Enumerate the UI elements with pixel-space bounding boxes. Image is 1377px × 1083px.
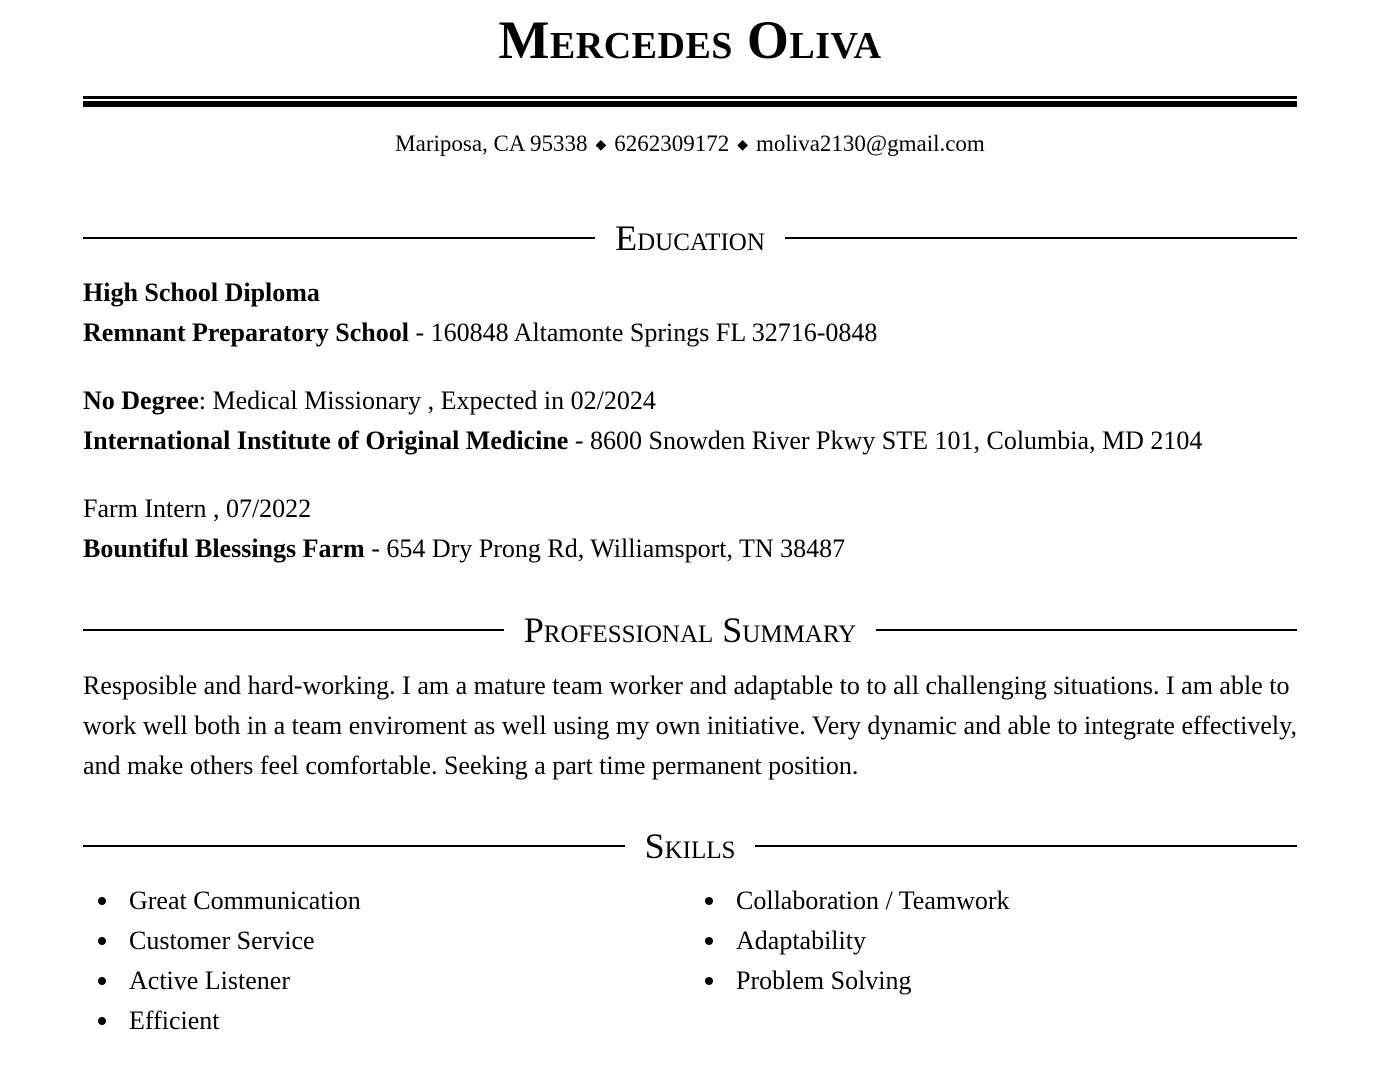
skill-label: Collaboration / Teamwork bbox=[736, 886, 1010, 915]
skill-label: Problem Solving bbox=[736, 966, 912, 995]
education-degree bbox=[83, 273, 1297, 313]
education-title: Education bbox=[615, 218, 765, 258]
bullet-icon bbox=[98, 937, 106, 945]
skill-label: Adaptability bbox=[736, 926, 866, 955]
header-rule bbox=[83, 96, 1297, 108]
bullet-icon bbox=[705, 937, 713, 945]
skill-label: Customer Service bbox=[129, 926, 315, 955]
education-degree bbox=[83, 489, 1297, 529]
header-rule-thick bbox=[83, 101, 1297, 107]
skill-item bbox=[690, 921, 1297, 961]
candidate-name: Mercedes Oliva bbox=[498, 10, 882, 70]
school-address: - 160848 Altamonte Springs FL 32716-0848 bbox=[408, 318, 878, 347]
school-address: - 8600 Snowden River Pkwy STE 101, Columbia, MD 2104 bbox=[568, 426, 1203, 455]
degree-detail: Farm Intern , 07/2022 bbox=[83, 494, 312, 523]
heading-rule-left bbox=[83, 629, 504, 631]
education-school bbox=[83, 421, 1297, 461]
school-name: Bountiful Blessings Farm bbox=[83, 534, 365, 563]
degree-title: High School Diploma bbox=[83, 278, 320, 307]
skills-column-right bbox=[690, 881, 1297, 1041]
heading-rule-left bbox=[83, 845, 625, 847]
skill-item bbox=[83, 961, 690, 1001]
heading-rule-left bbox=[83, 237, 595, 239]
skill-label: Efficient bbox=[129, 1006, 220, 1035]
education-degree bbox=[83, 381, 1297, 421]
skills-list bbox=[83, 881, 1297, 1041]
education-entry bbox=[83, 489, 1297, 569]
skill-item bbox=[83, 881, 690, 921]
bullet-icon bbox=[705, 897, 713, 905]
education-heading bbox=[83, 216, 1297, 260]
skill-item bbox=[690, 961, 1297, 1001]
summary-title: Professional Summary bbox=[523, 610, 857, 650]
bullet-icon bbox=[98, 977, 106, 985]
heading-rule-right bbox=[785, 237, 1297, 239]
contact-line bbox=[83, 130, 1297, 162]
skills-column-left bbox=[83, 881, 690, 1041]
education-school bbox=[83, 313, 1297, 353]
school-name: Remnant Preparatory School bbox=[83, 318, 409, 347]
diamond-separator-icon: ◆ bbox=[595, 138, 607, 153]
bullet-icon bbox=[705, 977, 713, 985]
education-entry bbox=[83, 381, 1297, 461]
school-name: International Institute of Original Medicine bbox=[83, 426, 569, 455]
contact-email: moliva2130@gmail.com bbox=[756, 131, 985, 156]
education-entry bbox=[83, 273, 1297, 353]
heading-rule-right bbox=[876, 629, 1297, 631]
skills-title: Skills bbox=[644, 826, 736, 866]
skill-label: Great Communication bbox=[129, 886, 361, 915]
diamond-separator-icon: ◆ bbox=[737, 138, 749, 153]
contact-phone: 6262309172 bbox=[614, 131, 730, 156]
bullet-icon bbox=[98, 897, 106, 905]
skill-label: Active Listener bbox=[129, 966, 290, 995]
summary-heading bbox=[83, 608, 1297, 652]
heading-rule-right bbox=[755, 845, 1297, 847]
skills-heading bbox=[83, 824, 1297, 868]
skill-item bbox=[83, 921, 690, 961]
skill-item bbox=[690, 881, 1297, 921]
contact-location: Mariposa, CA 95338 bbox=[395, 131, 588, 156]
school-address: - 654 Dry Prong Rd, Williamsport, TN 38487 bbox=[364, 534, 846, 563]
header-rule-thin bbox=[83, 96, 1297, 99]
bullet-icon bbox=[98, 1017, 106, 1025]
degree-title: No Degree bbox=[83, 386, 199, 415]
education-school bbox=[83, 529, 1297, 569]
skill-item bbox=[83, 1001, 690, 1041]
summary-text: Resposible and hard-working. I am a mature team worker and adaptable to to all challenging situations. I am able to work well both in a team enviroment as well using my own initiative. Very dynamic and able to integrate effectively, and make others feel comfortable. Seeking a part time permanent position. bbox=[83, 671, 1297, 780]
degree-detail: : Medical Missionary , Expected in 02/2024 bbox=[198, 386, 656, 415]
